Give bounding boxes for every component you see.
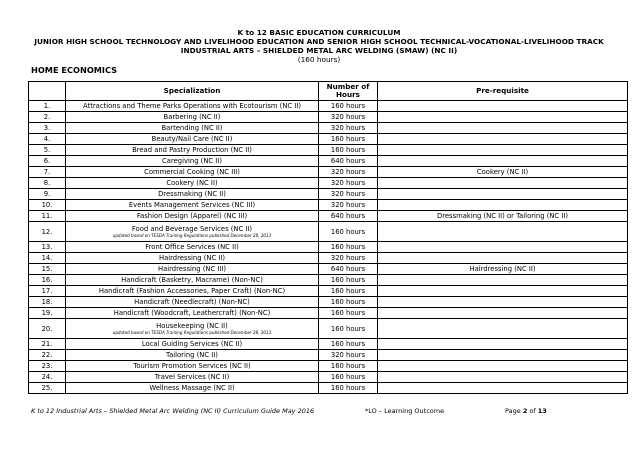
table-row (29, 101, 628, 112)
row-number: 21. (29, 339, 66, 350)
specialization-name: Bread and Pastry Production (NC II) (132, 146, 252, 154)
prerequisite-cell (378, 112, 628, 123)
row-number: 3. (29, 123, 66, 134)
hours-cell: 160 hours (319, 242, 378, 253)
specialization-note: updated based on TESDA Training Regulations published December 28, 2013 (112, 330, 272, 335)
prerequisite-cell (378, 101, 628, 112)
hours-cell: 320 hours (319, 178, 378, 189)
prerequisite-cell (378, 286, 628, 297)
hours-cell: 320 hours (319, 112, 378, 123)
footer-lo-note: *LO – Learning Outcome (365, 407, 445, 415)
table-row (29, 319, 628, 339)
specialization-cell (66, 350, 319, 361)
prerequisite-cell (378, 156, 628, 167)
table-row (29, 308, 628, 319)
prerequisite-cell (378, 189, 628, 200)
col-header-no (29, 82, 66, 101)
row-number: 12. (29, 222, 66, 242)
page-total: 13 (537, 407, 547, 415)
section-title: HOME ECONOMICS (31, 65, 118, 75)
specialization-cell (66, 286, 319, 297)
table-row (29, 211, 628, 222)
table-row (29, 253, 628, 264)
table-row (29, 189, 628, 200)
specialization-cell (66, 222, 319, 242)
row-number: 6. (29, 156, 66, 167)
specialization-cell (66, 123, 319, 134)
page-current: 2 (522, 407, 528, 415)
prerequisite-cell (378, 339, 628, 350)
hours-cell: 320 hours (319, 189, 378, 200)
row-number: 8. (29, 178, 66, 189)
specialization-cell (66, 339, 319, 350)
hours-cell: 160 hours (319, 297, 378, 308)
specialization-cell (66, 145, 319, 156)
prerequisite-cell (378, 134, 628, 145)
row-number: 24. (29, 372, 66, 383)
table-row (29, 145, 628, 156)
prerequisite-cell (378, 253, 628, 264)
specialization-name: Dressmaking (NC II) (158, 190, 226, 198)
specialization-name: Tailoring (NC II) (166, 351, 218, 359)
specialization-cell (66, 253, 319, 264)
row-number: 19. (29, 308, 66, 319)
specialization-name: Fashion Design (Apparel) (NC III) (136, 212, 248, 220)
table-row (29, 167, 628, 178)
table-row (29, 134, 628, 145)
table-row (29, 361, 628, 372)
specialization-cell (66, 211, 319, 222)
table-row (29, 350, 628, 361)
hours-cell: 160 hours (319, 286, 378, 297)
hours-cell: 160 hours (319, 134, 378, 145)
table-row (29, 200, 628, 211)
hours-cell: 160 hours (319, 361, 378, 372)
specialization-cell (66, 156, 319, 167)
table-row (29, 286, 628, 297)
specialization-name: Barbering (NC II) (163, 113, 221, 121)
table-row (29, 297, 628, 308)
table-row (29, 178, 628, 189)
course-hours: (160 hours) (297, 55, 341, 64)
specialization-cell (66, 308, 319, 319)
hours-cell: 160 hours (319, 319, 378, 339)
specialization-cell (66, 112, 319, 123)
table-header-row (29, 82, 628, 101)
hours-cell: 320 hours (319, 167, 378, 178)
hours-cell: 640 hours (319, 264, 378, 275)
prerequisite-cell (378, 297, 628, 308)
specialization-cell (66, 275, 319, 286)
specialization-name: Wellness Massage (NC II) (149, 384, 235, 392)
prerequisite-cell (378, 383, 628, 394)
specialization-name: Hairdressing (NC III) (157, 265, 227, 273)
row-number: 7. (29, 167, 66, 178)
specialization-cell (66, 361, 319, 372)
row-number: 20. (29, 319, 66, 339)
row-number: 5. (29, 145, 66, 156)
table-row (29, 383, 628, 394)
row-number: 9. (29, 189, 66, 200)
prerequisite-cell (378, 308, 628, 319)
specialization-name: Travel Services (NC II) (154, 373, 230, 381)
hours-cell: 160 hours (319, 372, 378, 383)
footer-guide-title: K to 12 Industrial Arts – Shielded Metal Arc Welding (NC II) Curriculum Guide May 2016 (31, 407, 315, 415)
specialization-name: Handicraft (Woodcraft, Leathercraft) (Non-NC) (113, 309, 271, 317)
specialization-cell (66, 134, 319, 145)
specialization-name: Front Office Services (NC II) (145, 243, 239, 251)
footer-page-number (505, 407, 547, 415)
hours-cell: 160 hours (319, 145, 378, 156)
prerequisite-cell (378, 319, 628, 339)
table-row (29, 264, 628, 275)
specialization-note: updated based on TESDA Training Regulations published December 28, 2013 (112, 233, 272, 238)
col-header-specialization: Specialization (66, 82, 319, 101)
table-row (29, 242, 628, 253)
table-row (29, 372, 628, 383)
row-number: 2. (29, 112, 66, 123)
specialization-name: Cookery (NC II) (166, 179, 218, 187)
specialization-cell (66, 167, 319, 178)
program-title: JUNIOR HIGH SCHOOL TECHNOLOGY AND LIVELIHOOD EDUCATION AND SENIOR HIGH SCHOOL TECHNICAL-VOCATIONAL-LIVELIHOOD TRACK (34, 37, 604, 46)
prerequisite-cell: Dressmaking (NC II) or Tailoring (NC II) (378, 211, 628, 222)
prerequisite-cell (378, 178, 628, 189)
page-label: Page (505, 407, 521, 415)
prerequisite-cell (378, 275, 628, 286)
prerequisite-cell (378, 242, 628, 253)
hours-cell: 160 hours (319, 275, 378, 286)
table-row (29, 156, 628, 167)
specialization-name: Attractions and Theme Parks Operations with Ecotourism (NC II) (83, 102, 301, 110)
table-row (29, 112, 628, 123)
prerequisite-cell (378, 145, 628, 156)
specialization-cell (66, 200, 319, 211)
col-header-prereq: Pre-requisite (378, 82, 628, 101)
specialization-name: Tourism Promotion Services (NC II) (133, 362, 251, 370)
table-row (29, 222, 628, 242)
hours-cell: 160 hours (319, 308, 378, 319)
specialization-cell (66, 178, 319, 189)
row-number: 4. (29, 134, 66, 145)
table-row (29, 339, 628, 350)
row-number: 18. (29, 297, 66, 308)
hours-cell: 160 hours (319, 101, 378, 112)
row-number: 16. (29, 275, 66, 286)
course-title: INDUSTRIAL ARTS – SHIELDED METAL ARC WELDING (SMAW) (NC II) (180, 46, 458, 55)
row-number: 10. (29, 200, 66, 211)
specialization-cell (66, 264, 319, 275)
specialization-name: Handicraft (Fashion Accessories, Paper Craft) (Non-NC) (98, 287, 286, 295)
specialization-name: Events Management Services (NC III) (128, 201, 256, 209)
specialization-name: Local Guiding Services (NC II) (141, 340, 243, 348)
hours-cell: 160 hours (319, 383, 378, 394)
specialization-cell (66, 372, 319, 383)
specialization-name: Beauty/Nail Care (NC II) (151, 135, 233, 143)
hours-cell: 640 hours (319, 156, 378, 167)
prerequisite-cell (378, 361, 628, 372)
prerequisite-cell (378, 372, 628, 383)
row-number: 1. (29, 101, 66, 112)
table-row (29, 123, 628, 134)
specialization-cell (66, 297, 319, 308)
table-body (29, 101, 628, 394)
row-number: 15. (29, 264, 66, 275)
row-number: 23. (29, 361, 66, 372)
specialization-name: Housekeeping (NC II) (156, 322, 228, 330)
specialization-name: Bartending (NC II) (161, 124, 223, 132)
hours-cell: 640 hours (319, 211, 378, 222)
prerequisite-cell (378, 350, 628, 361)
prerequisite-cell (378, 200, 628, 211)
row-number: 13. (29, 242, 66, 253)
hours-cell: 320 hours (319, 200, 378, 211)
specialization-name: Handicraft (Basketry, Macrame) (Non-NC) (121, 276, 263, 284)
hours-cell: 160 hours (319, 339, 378, 350)
specialization-name: Handicraft (Needlecraft) (Non-NC) (134, 298, 250, 306)
curriculum-title: K to 12 BASIC EDUCATION CURRICULUM (237, 28, 401, 37)
prerequisite-cell: Cookery (NC II) (378, 167, 628, 178)
specialization-table (28, 81, 628, 394)
prerequisite-cell (378, 123, 628, 134)
prerequisite-cell (378, 222, 628, 242)
specialization-cell (66, 383, 319, 394)
hours-cell: 320 hours (319, 253, 378, 264)
col-header-hours: Number of Hours (319, 82, 378, 101)
row-number: 14. (29, 253, 66, 264)
specialization-cell (66, 189, 319, 200)
specialization-name: Caregiving (NC II) (162, 157, 222, 165)
table-row (29, 275, 628, 286)
row-number: 22. (29, 350, 66, 361)
specialization-name: Commercial Cooking (NC III) (144, 168, 240, 176)
specialization-cell (66, 242, 319, 253)
specialization-name: Hairdressing (NC II) (158, 254, 226, 262)
row-number: 11. (29, 211, 66, 222)
prerequisite-cell: Hairdressing (NC II) (378, 264, 628, 275)
specialization-cell (66, 319, 319, 339)
of-label: of (529, 407, 536, 415)
specialization-name: Food and Beverage Services (NC II) (131, 225, 253, 233)
row-number: 25. (29, 383, 66, 394)
row-number: 17. (29, 286, 66, 297)
specialization-cell (66, 101, 319, 112)
hours-cell: 320 hours (319, 123, 378, 134)
hours-cell: 160 hours (319, 222, 378, 242)
hours-cell: 320 hours (319, 350, 378, 361)
